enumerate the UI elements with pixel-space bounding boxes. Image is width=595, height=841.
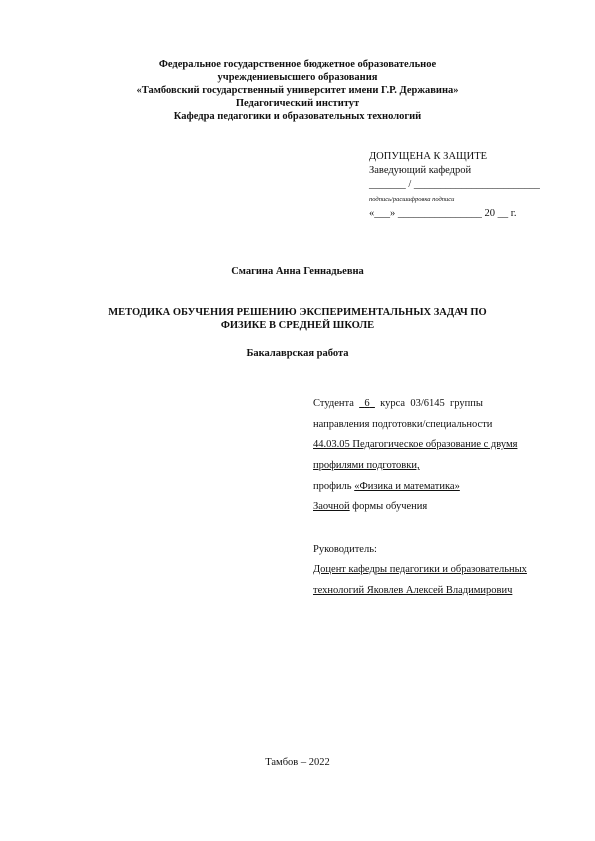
direction-line-2: профилями подготовки, xyxy=(313,460,420,471)
city-year: Тамбов – 2022 xyxy=(265,757,330,768)
supervisor-line-2: технологий Яковлев Алексей Владимирович xyxy=(313,585,513,596)
approval-head: Заведующий кафедрой xyxy=(369,165,472,176)
student-prefix: Студента xyxy=(313,398,354,409)
approval-date-line: «___» ________________ 20 __ г. xyxy=(369,208,517,219)
header-line-1: Федеральное государственное бюджетное образовательное xyxy=(158,59,437,70)
study-form: Заочной xyxy=(313,501,350,512)
header-line-3: «Тамбовский государственный университет имени Г.Р. Державина» xyxy=(136,85,459,96)
student-group-word: группы xyxy=(449,398,483,409)
student-course-line xyxy=(313,397,483,410)
approval-sign-caption: подпись/расшифровка подписи xyxy=(369,196,455,203)
author-name: Смагина Анна Геннадьевна xyxy=(231,266,364,277)
direction-line-1: 44.03.05 Педагогическое образование с двумя xyxy=(313,439,518,450)
supervisor-label: Руководитель: xyxy=(313,544,377,555)
study-form-line xyxy=(313,500,427,513)
student-course: 6 xyxy=(364,398,370,409)
approval-title: ДОПУЩЕНА К ЗАЩИТЕ xyxy=(369,151,488,162)
study-form-suffix: формы обучения xyxy=(352,501,428,512)
thesis-title-line-2: ФИЗИКЕ В СРЕДНЕЙ ШКОЛЕ xyxy=(220,320,375,331)
supervisor-line-1: Доцент кафедры педагогики и образовательных xyxy=(313,564,527,575)
approval-sign-line: _______ / ________________________ xyxy=(369,179,540,190)
student-group: 03/6145 xyxy=(410,398,445,409)
direction-label: направления подготовки/специальности xyxy=(313,419,493,430)
student-course-word: курса xyxy=(380,398,406,409)
header-line-4: Педагогический институт xyxy=(235,98,360,109)
profile-label: профиль xyxy=(313,481,352,492)
profile-value: «Физика и математика» xyxy=(354,481,460,492)
header-line-2: учреждениевысшего образования xyxy=(217,72,378,83)
profile-line xyxy=(313,480,460,493)
thesis-title-line-1: МЕТОДИКА ОБУЧЕНИЯ РЕШЕНИЮ ЭКСПЕРИМЕНТАЛЬНЫХ ЗАДАЧ ПО xyxy=(108,307,487,318)
header-line-5: Кафедра педагогики и образовательных технологий xyxy=(173,111,422,122)
work-type: Бакалаврская работа xyxy=(246,348,349,359)
